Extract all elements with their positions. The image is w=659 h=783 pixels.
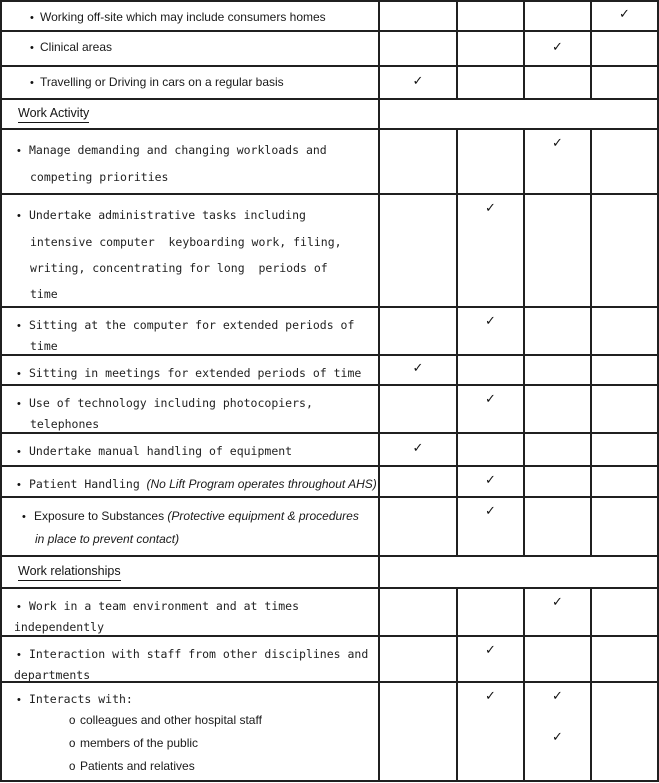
use-technology-text: Use of technology including photocopiers, xyxy=(29,396,313,410)
interaction-staff-check-col-4 xyxy=(592,637,657,681)
sitting-meetings-text-cell xyxy=(2,356,380,384)
team-environment-text: Work in a team environment and at times xyxy=(29,599,300,613)
patient-handling-check-col-4 xyxy=(592,467,657,496)
bullet-marker: • xyxy=(17,694,21,706)
bullet-marker: • xyxy=(17,368,21,380)
admin-tasks-line-2 xyxy=(17,229,378,255)
admin-tasks-text-cell xyxy=(2,195,380,306)
interacts-with-text: Interacts with: xyxy=(29,692,133,706)
work-relationships-header-cell xyxy=(2,557,380,587)
bullet-marker: • xyxy=(17,398,21,410)
working-off-site-check-col-4 xyxy=(592,2,657,30)
sitting-computer-check-col-3 xyxy=(525,308,592,354)
bullet-marker: • xyxy=(22,511,26,523)
travelling-driving-check-col-1 xyxy=(380,67,458,98)
manage-workloads-check-col-2 xyxy=(458,130,525,193)
exposure-substances-line-1 xyxy=(22,505,378,528)
clinical-areas-check-col-1 xyxy=(380,32,458,65)
interacts-with-sub-item-text: colleagues and other hospital staff xyxy=(80,713,262,727)
interacts-with-line-1 xyxy=(17,690,378,709)
patient-handling-text: (No Lift Program operates throughout AHS) xyxy=(139,477,377,491)
interaction-staff-check-col-3 xyxy=(525,637,592,681)
interaction-staff-line-1 xyxy=(17,644,378,665)
patient-handling-check-col-2 xyxy=(458,467,525,496)
clinical-areas-text: Clinical areas xyxy=(40,40,113,54)
interaction-staff-text: departments xyxy=(14,668,91,681)
travelling-driving-check-col-3 xyxy=(525,67,592,98)
interacts-with-check-col-3 xyxy=(525,683,592,780)
travelling-driving-text: Travelling or Driving in cars on a regular basis xyxy=(40,75,284,89)
team-environment-check-col-4 xyxy=(592,589,657,635)
interacts-with-sub-item-2 xyxy=(17,732,378,755)
admin-tasks-line-3 xyxy=(17,255,378,281)
admin-tasks-text: writing, concentrating for long periods of xyxy=(30,261,328,275)
circle-bullet-marker: o xyxy=(69,761,76,773)
sitting-meetings-check-col-4 xyxy=(592,356,657,384)
exposure-substances-check-col-1 xyxy=(380,498,458,555)
interacts-with-check-col-4 xyxy=(592,683,657,780)
patient-handling-row xyxy=(2,467,657,498)
manage-workloads-line-1 xyxy=(17,137,378,164)
manage-workloads-check-col-3 xyxy=(525,130,592,193)
bullet-marker: • xyxy=(17,145,21,157)
manual-handling-row xyxy=(2,434,657,467)
patient-handling-check-col-3 xyxy=(525,467,592,496)
sitting-meetings-row xyxy=(2,356,657,386)
use-technology-row xyxy=(2,386,657,434)
admin-tasks-check-col-1 xyxy=(380,195,458,306)
interaction-staff-line-2 xyxy=(14,665,378,681)
manage-workloads-text-cell xyxy=(2,130,380,193)
checkmark-icon: ✓ xyxy=(485,392,496,407)
checkmark-icon: ✓ xyxy=(485,504,496,519)
work-relationships-merged-cell xyxy=(380,557,657,587)
interacts-with-row xyxy=(2,683,657,780)
manual-handling-check-col-4 xyxy=(592,434,657,465)
checkmark-icon: ✓ xyxy=(412,360,424,376)
sitting-meetings-check-col-1 xyxy=(380,356,458,384)
work-activity-row xyxy=(2,100,657,130)
exposure-substances-check-col-4 xyxy=(592,498,657,555)
interacts-with-check-col-2 xyxy=(458,683,525,780)
checkmark-icon: ✓ xyxy=(485,201,496,216)
circle-bullet-marker: o xyxy=(69,715,76,727)
manage-workloads-text: competing priorities xyxy=(30,170,169,184)
use-technology-check-col-2 xyxy=(458,386,525,432)
sitting-computer-row xyxy=(2,308,657,356)
checkmark-icon: ✓ xyxy=(485,643,496,658)
team-environment-row xyxy=(2,589,657,637)
team-environment-line-1 xyxy=(17,596,378,617)
working-off-site-check-col-3 xyxy=(525,2,592,30)
clinical-areas-check-col-3 xyxy=(525,32,592,65)
bullet-marker: • xyxy=(17,479,21,491)
use-technology-text-cell xyxy=(2,386,380,432)
checkmark-icon: ✓ xyxy=(552,136,563,151)
checkmark-icon: ✓ xyxy=(485,314,496,329)
sitting-computer-check-col-4 xyxy=(592,308,657,354)
checkmark-icon: ✓ xyxy=(619,6,630,22)
team-environment-line-2 xyxy=(14,617,378,635)
admin-tasks-check-col-4 xyxy=(592,195,657,306)
patient-handling-line-1 xyxy=(17,474,378,495)
sitting-computer-line-1 xyxy=(17,315,378,336)
bullet-marker: • xyxy=(17,210,21,222)
working-off-site-check-col-1 xyxy=(380,2,458,30)
admin-tasks-line-4 xyxy=(17,281,378,306)
work-activity-label: Work Activity xyxy=(18,106,89,123)
clinical-areas-check-col-2 xyxy=(458,32,525,65)
interacts-with-sub-item-text: members of the public xyxy=(80,736,199,750)
sitting-computer-text: time xyxy=(30,339,58,353)
exposure-substances-row xyxy=(2,498,657,557)
work-relationships-label: Work relationships xyxy=(18,564,121,581)
checkmark-icon: ✓ xyxy=(412,73,424,89)
working-off-site-text-cell xyxy=(2,2,380,30)
work-activity-merged-cell xyxy=(380,100,657,128)
interaction-staff-check-col-2 xyxy=(458,637,525,681)
exposure-substances-text: in place to prevent contact) xyxy=(35,532,180,546)
interacts-with-text-cell xyxy=(2,683,380,780)
bullet-marker: • xyxy=(17,601,21,613)
use-technology-line-2 xyxy=(17,414,378,432)
manage-workloads-text: Manage demanding and changing workloads and xyxy=(29,143,327,157)
use-technology-check-col-1 xyxy=(380,386,458,432)
patient-handling-check-col-1 xyxy=(380,467,458,496)
team-environment-text: independently xyxy=(14,620,105,634)
admin-tasks-row xyxy=(2,195,657,308)
checkmark-icon: ✓ xyxy=(552,689,563,704)
travelling-driving-text-cell xyxy=(2,67,380,98)
interaction-staff-check-col-1 xyxy=(380,637,458,681)
travelling-driving-check-col-2 xyxy=(458,67,525,98)
patient-handling-text: Patient Handling xyxy=(29,477,140,491)
working-off-site-line-1 xyxy=(30,9,378,26)
clinical-areas-check-col-4 xyxy=(592,32,657,65)
sitting-computer-line-2 xyxy=(17,336,378,354)
exposure-substances-check-col-3 xyxy=(525,498,592,555)
checkmark-icon: ✓ xyxy=(552,730,563,745)
bullet-marker: • xyxy=(17,649,21,661)
work-activity-header-cell xyxy=(2,100,380,128)
use-technology-line-1 xyxy=(17,393,378,414)
manage-workloads-row xyxy=(2,130,657,195)
working-off-site-row xyxy=(2,2,657,32)
use-technology-check-col-4 xyxy=(592,386,657,432)
patient-handling-text-cell xyxy=(2,467,380,496)
clinical-areas-line-1 xyxy=(30,39,378,56)
admin-tasks-text: Undertake administrative tasks including xyxy=(29,208,306,222)
sitting-computer-check-col-2 xyxy=(458,308,525,354)
sitting-meetings-text: Sitting in meetings for extended periods of time xyxy=(29,366,362,380)
bullet-marker: • xyxy=(30,42,34,54)
clinical-areas-row xyxy=(2,32,657,67)
interaction-staff-text-cell xyxy=(2,637,380,681)
bullet-marker: • xyxy=(30,77,34,89)
admin-tasks-text: intensive computer keyboarding work, filing, xyxy=(30,235,342,249)
interaction-staff-row xyxy=(2,637,657,683)
interacts-with-sub-item-3 xyxy=(17,755,378,778)
sitting-meetings-line-1 xyxy=(17,363,378,384)
manual-handling-check-col-1 xyxy=(380,434,458,465)
sitting-meetings-check-col-3 xyxy=(525,356,592,384)
manual-handling-check-col-2 xyxy=(458,434,525,465)
exposure-substances-check-col-2 xyxy=(458,498,525,555)
manage-workloads-check-col-4 xyxy=(592,130,657,193)
exposure-substances-line-2 xyxy=(22,528,378,550)
checkmark-icon: ✓ xyxy=(552,39,563,55)
circle-bullet-marker: o xyxy=(69,738,76,750)
bullet-marker: • xyxy=(17,320,21,332)
use-technology-text: telephones xyxy=(30,417,100,431)
interacts-with-check-col-1 xyxy=(380,683,458,780)
use-technology-check-col-3 xyxy=(525,386,592,432)
working-off-site-text: Working off-site which may include consumers homes xyxy=(40,10,326,24)
manual-handling-text-cell xyxy=(2,434,380,465)
manage-workloads-line-2 xyxy=(17,164,378,190)
admin-tasks-check-col-2 xyxy=(458,195,525,306)
team-environment-text-cell xyxy=(2,589,380,635)
exposure-substances-text: Exposure to Substances xyxy=(34,509,168,523)
interacts-with-sub-item-text: Patients and relatives xyxy=(80,759,195,773)
working-off-site-check-col-2 xyxy=(458,2,525,30)
checkmark-icon: ✓ xyxy=(412,440,424,456)
manual-handling-line-1 xyxy=(17,441,378,462)
sitting-computer-text-cell xyxy=(2,308,380,354)
team-environment-check-col-3 xyxy=(525,589,592,635)
travelling-driving-row xyxy=(2,67,657,100)
manual-handling-check-col-3 xyxy=(525,434,592,465)
checkmark-icon: ✓ xyxy=(485,472,496,488)
admin-tasks-line-1 xyxy=(17,202,378,229)
admin-tasks-text: time xyxy=(30,287,58,301)
travelling-driving-line-1 xyxy=(30,74,378,91)
team-environment-check-col-1 xyxy=(380,589,458,635)
bullet-marker: • xyxy=(17,446,21,458)
checkmark-icon: ✓ xyxy=(485,689,496,704)
travelling-driving-check-col-4 xyxy=(592,67,657,98)
clinical-areas-text-cell xyxy=(2,32,380,65)
bullet-marker: • xyxy=(30,12,34,24)
manual-handling-text: Undertake manual handling of equipment xyxy=(29,444,293,458)
work-relationships-row xyxy=(2,557,657,589)
exposure-substances-text-cell xyxy=(2,498,380,555)
exposure-substances-text: (Protective equipment & procedures xyxy=(167,509,359,523)
sitting-meetings-check-col-2 xyxy=(458,356,525,384)
checkmark-icon: ✓ xyxy=(552,595,563,610)
sitting-computer-text: Sitting at the computer for extended periods of xyxy=(29,318,355,332)
interaction-staff-text: Interaction with staff from other disciplines and xyxy=(29,647,369,661)
interacts-with-sub-item-1 xyxy=(17,709,378,732)
sitting-computer-check-col-1 xyxy=(380,308,458,354)
manage-workloads-check-col-1 xyxy=(380,130,458,193)
admin-tasks-check-col-3 xyxy=(525,195,592,306)
team-environment-check-col-2 xyxy=(458,589,525,635)
